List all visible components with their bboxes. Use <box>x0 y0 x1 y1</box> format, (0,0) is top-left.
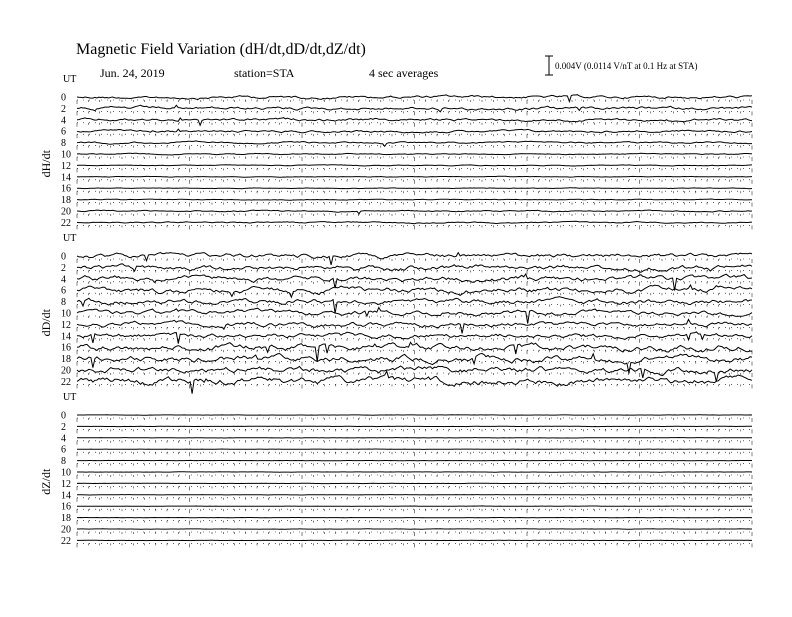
hour-tick-label: 16 <box>61 502 71 513</box>
hour-tick-label: 2 <box>61 104 66 115</box>
time-ticks <box>77 429 752 433</box>
time-ticks <box>77 452 752 456</box>
time-ticks <box>77 214 752 218</box>
panel-ylabel: dH/dt <box>39 149 53 177</box>
time-ticks <box>77 543 752 547</box>
hour-tick-label: 4 <box>61 274 66 285</box>
signal-trace <box>77 253 752 265</box>
chart-date: Jun. 24, 2019 <box>100 66 165 80</box>
signal-trace <box>77 483 752 484</box>
hour-tick-label: 14 <box>61 490 71 501</box>
hour-tick-label: 0 <box>61 93 66 104</box>
hour-tick-label: 2 <box>61 422 66 433</box>
hour-tick-label: 8 <box>61 297 66 308</box>
time-ticks <box>77 327 752 331</box>
hour-tick-label: 0 <box>61 411 66 422</box>
time-ticks <box>77 111 752 115</box>
chart-averaging: 4 sec averages <box>369 66 439 80</box>
time-ticks <box>77 191 752 195</box>
time-ticks <box>77 180 752 184</box>
time-ticks <box>77 203 752 207</box>
panel-dD-dt <box>39 233 752 394</box>
time-ticks <box>77 168 752 172</box>
hour-tick-label: 8 <box>61 456 66 467</box>
time-ticks <box>77 146 752 150</box>
signal-trace <box>77 105 752 112</box>
signal-trace <box>77 506 752 507</box>
hour-tick-label: 6 <box>61 127 66 138</box>
time-ticks <box>77 225 752 229</box>
time-ticks <box>77 259 752 263</box>
panels-group <box>39 74 752 547</box>
hour-tick-label: 18 <box>61 513 71 524</box>
time-ticks <box>77 305 752 309</box>
signal-trace <box>77 165 752 166</box>
time-ticks <box>77 293 752 297</box>
time-ticks <box>77 316 752 320</box>
time-ticks <box>77 362 752 366</box>
hour-tick-label: 10 <box>61 150 71 161</box>
time-ticks <box>77 350 752 354</box>
panel-time-label: UT <box>63 74 76 85</box>
signal-trace <box>77 210 752 214</box>
signal-trace <box>77 221 752 224</box>
hour-tick-label: 4 <box>61 115 66 126</box>
hour-tick-label: 10 <box>61 309 71 320</box>
hour-tick-label: 12 <box>61 161 71 172</box>
chart-title: Magnetic Field Variation (dH/dt,dD/dt,dZ/dt) <box>76 41 366 58</box>
hour-tick-label: 18 <box>61 354 71 365</box>
hour-tick-label: 10 <box>61 468 71 479</box>
hour-tick-label: 18 <box>61 195 71 206</box>
hour-tick-label: 14 <box>61 331 71 342</box>
signal-trace <box>77 176 752 177</box>
time-ticks <box>77 157 752 161</box>
panel-time-label: UT <box>63 233 76 244</box>
hour-tick-label: 22 <box>61 536 71 547</box>
hour-tick-label: 20 <box>61 366 71 377</box>
time-ticks <box>77 384 752 388</box>
hour-tick-label: 22 <box>61 218 71 229</box>
time-ticks <box>77 441 752 445</box>
hour-tick-label: 4 <box>61 433 66 444</box>
signal-trace <box>77 153 752 155</box>
signal-trace <box>77 438 752 439</box>
panel-dH-dt <box>39 74 752 229</box>
time-ticks <box>77 464 752 468</box>
time-ticks <box>77 270 752 274</box>
signal-trace <box>77 141 752 146</box>
time-ticks <box>77 498 752 502</box>
chart-station: station=STA <box>234 66 295 80</box>
hour-tick-label: 12 <box>61 320 71 331</box>
scale-bar <box>545 56 553 75</box>
time-ticks <box>77 532 752 536</box>
hour-tick-label: 12 <box>61 479 71 490</box>
hour-tick-label: 16 <box>61 184 71 195</box>
time-ticks <box>77 373 752 377</box>
hour-tick-label: 22 <box>61 377 71 388</box>
hour-tick-label: 16 <box>61 343 71 354</box>
hour-tick-label: 8 <box>61 138 66 149</box>
signal-trace <box>77 188 752 189</box>
signal-trace <box>77 199 752 200</box>
panel-time-label: UT <box>63 392 76 403</box>
time-ticks <box>77 123 752 127</box>
scale-bar-label: 0.004V (0.0114 V/nT at 0.1 Hz at STA) <box>555 61 697 71</box>
panel-ylabel: dD/dt <box>39 308 53 336</box>
time-ticks <box>77 100 752 104</box>
hour-tick-label: 6 <box>61 286 66 297</box>
panel-ylabel: dZ/dt <box>39 468 53 495</box>
hour-tick-label: 20 <box>61 207 71 218</box>
time-ticks <box>77 509 752 513</box>
panel-dZ-dt <box>39 392 752 547</box>
time-ticks <box>77 134 752 138</box>
time-ticks <box>77 486 752 490</box>
signal-trace <box>77 129 752 133</box>
time-ticks <box>77 475 752 479</box>
hour-tick-label: 2 <box>61 263 66 274</box>
hour-tick-label: 14 <box>61 172 71 183</box>
hour-tick-label: 6 <box>61 445 66 456</box>
hour-tick-label: 0 <box>61 252 66 263</box>
time-ticks <box>77 418 752 422</box>
time-ticks <box>77 521 752 525</box>
hour-tick-label: 20 <box>61 525 71 536</box>
